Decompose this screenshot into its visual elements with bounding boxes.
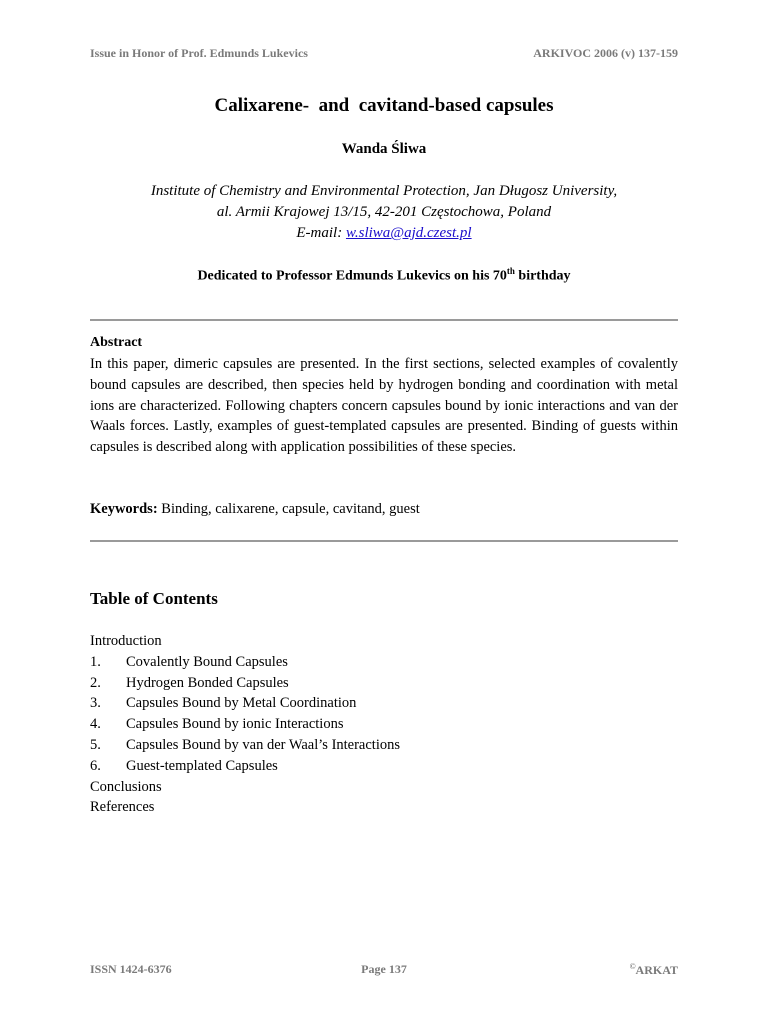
dedication-text: Dedicated to Professor Edmunds Lukevics on his 70 (197, 268, 507, 284)
abstract-heading: Abstract (90, 335, 143, 350)
toc-item-6[interactable] (90, 756, 400, 777)
affiliation-line-1: Institute of Chemistry and Environmental Protection, Jan Długosz University, (150, 183, 618, 199)
toc-item-label: Capsules Bound by van der Waal’s Interactions (126, 736, 401, 753)
abstract-text: In this paper, dimeric capsules are presented. In the first sections, selected examples of covalently bound capsules are described, then species held by hydrogen bonding and coordination with metal ions are characterized. Following chapters concern capsules bound by ionic interactions and van der Waals forces. Lastly, examples of guest-templated capsules are presented. Binding of guests within capsules is described along with application possibilities of these species. (90, 356, 678, 456)
header-issue: Issue in Honor of Prof. Edmunds Lukevics (90, 46, 308, 60)
toc-item-number: 6. (90, 757, 101, 774)
footer-publisher-name: ARKAT (635, 963, 678, 977)
toc-item-3[interactable] (90, 693, 400, 714)
toc-item-number: 3. (90, 695, 101, 712)
toc-item-references[interactable] (90, 797, 400, 818)
toc-heading: Table of Contents (90, 589, 218, 608)
affiliation (0, 181, 768, 244)
toc-item-1[interactable] (90, 652, 400, 673)
affiliation-line-2: al. Armii Krajowej 13/15, 42-201 Częstochowa, Poland (216, 204, 552, 220)
header-journal: ARKIVOC 2006 (v) 137-159 (533, 46, 678, 60)
dedication (0, 266, 768, 285)
toc-item-5[interactable] (90, 735, 400, 756)
footer-publisher (630, 962, 678, 978)
divider-top (90, 319, 678, 321)
toc-item-label: Covalently Bound Capsules (126, 653, 288, 670)
toc-item-2[interactable] (90, 673, 400, 694)
author-name: Wanda Śliwa (341, 141, 427, 157)
toc-item-number: 4. (90, 716, 101, 733)
divider-bottom (90, 540, 678, 542)
toc-item-conclusions[interactable] (90, 777, 400, 798)
keywords-label: Keywords: (90, 501, 158, 517)
toc-item-label: Guest-templated Capsules (126, 757, 278, 774)
toc-item-label: Conclusions (90, 778, 162, 795)
dedication-end: birthday (514, 268, 571, 284)
toc-item-label: Capsules Bound by ionic Interactions (126, 716, 344, 733)
toc-item-label: References (90, 799, 155, 816)
dedication-superscript: th (506, 266, 515, 276)
paper-title: Calixarene- and cavitand-based capsules (214, 95, 554, 116)
toc-item-label: Hydrogen Bonded Capsules (126, 674, 289, 691)
footer-page-number: Page 137 (361, 962, 407, 976)
email-label: E-mail: (296, 225, 346, 241)
keywords (90, 501, 420, 518)
email-link[interactable]: w.sliwa@ajd.czest.pl (345, 225, 472, 241)
toc-item-number: 2. (90, 674, 101, 691)
copyright-symbol: © (629, 962, 636, 971)
toc-item-number: 1. (90, 653, 101, 670)
affiliation-email (0, 223, 768, 244)
toc-item-introduction[interactable] (90, 631, 400, 652)
footer-issn: ISSN 1424-6376 (90, 962, 172, 976)
toc-item-4[interactable] (90, 714, 400, 735)
table-of-contents (90, 631, 400, 818)
toc-item-label: Capsules Bound by Metal Coordination (126, 695, 357, 712)
keywords-text: Binding, calixarene, capsule, cavitand, guest (157, 501, 420, 517)
toc-item-number: 5. (90, 736, 101, 753)
toc-item-label: Introduction (90, 633, 162, 649)
